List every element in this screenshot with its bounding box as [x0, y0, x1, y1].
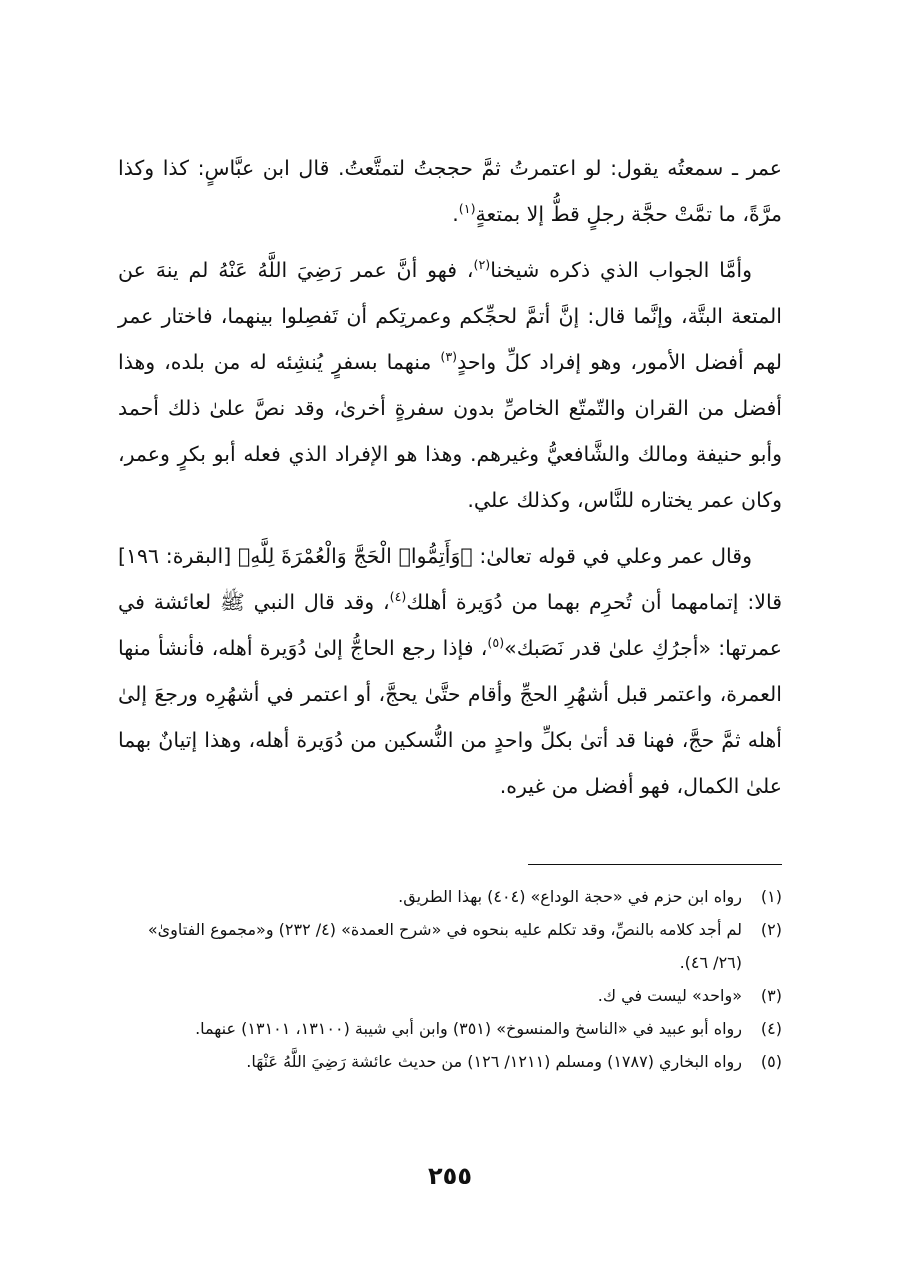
footnote-4 [118, 1012, 782, 1045]
paragraph-2 [118, 247, 782, 523]
main-text [118, 145, 782, 819]
paragraph-1-end: . [452, 202, 459, 226]
footnote-2 [118, 913, 782, 979]
footnote-5 [118, 1045, 782, 1078]
footnote-1 [118, 880, 782, 913]
footnote-text: «واحد» ليست في ك. [597, 986, 742, 1005]
footnote-ref-4[interactable]: (٤) [389, 589, 407, 605]
paragraph-2-text-c: منهما بسفرٍ يُنشِئه له من بلده، وهذا أفضل من القران والتّمتّع الخاصِّ بدون سفرةٍ أخرىٰ، وقد نصَّ علىٰ ذلك أحمد وأبو حنيفة ومالك والشَّافعيُّ وغيرهم. وهذا هو الإفراد الذي فعله أبو بكرٍ وعمر، وكان عمر يختاره للنَّاس، وكذلك علي. [118, 350, 782, 512]
footnote-number: (٤) [760, 1019, 782, 1038]
footnote-ref-2[interactable]: (٢) [473, 257, 491, 273]
footnote-text: رواه ابن حزم في «حجة الوداع» (٤٠٤) بهذا الطريق. [398, 887, 742, 906]
footnote-separator [528, 864, 782, 865]
footnote-number: (٥) [760, 1052, 782, 1071]
footnote-number: (٢) [760, 920, 782, 939]
footnote-text: رواه البخاري (١٧٨٧) ومسلم (١٢١١/ ١٢٦) من حديث عائشة رَضِيَ اللَّهُ عَنْهَا. [246, 1052, 742, 1071]
paragraph-3-text-a: وقال عمر وعلي في قوله تعالىٰ: ﴿وَأَتِمُّوا۟ الْحَجَّ وَالْعُمْرَةَ لِلَّهِ﴾ [البقرة: ١٩٦] قالا: إتمامهما أن تُحرِم بهما من دُوَيرة أهلك [118, 544, 783, 614]
paragraph-3-text-b: ، وقد قال النبي ﷺ لعائشة في عمرتها: «أجرُكِ علىٰ قدر نَصَبك» [118, 590, 782, 660]
footnote-number: (٣) [760, 986, 782, 1005]
paragraph-2-text-b: ، فهو أنَّ عمر رَضِيَ اللَّهُ عَنْهُ لم ينهَ عن المتعة البتَّة، وإنَّما قال: إنَّ أتمَّ لحجِّكم وعمرتِكم أن تَفصِلوا بينهما، فاختار عمر لهم أفضل الأمور، وهو إفراد كلِّ واحدٍ [118, 258, 782, 374]
footnote-ref-1[interactable]: (١) [458, 201, 476, 217]
footnote-3 [118, 979, 782, 1012]
paragraph-1 [118, 145, 782, 237]
paragraph-1-text: عمر ـ سمعتُه يقول: لو اعتمرتُ ثمَّ حججتُ لتمتَّعتُ. قال ابن عبَّاسٍ: كذا وكذا مرَّةً، ما تمَّتْ حجَّة رجلٍ قطُّ إلا بمتعةٍ [118, 156, 782, 226]
paragraph-3 [118, 533, 782, 809]
footnote-text: رواه أبو عبيد في «الناسخ والمنسوخ» (٣٥١) وابن أبي شيبة (١٣١٠٠، ١٣١٠١) عنهما. [195, 1019, 742, 1038]
footnotes [118, 880, 782, 1078]
footnote-number: (١) [760, 887, 782, 906]
paragraph-2-text-a: وأمَّا الجواب الذي ذكره شيخنا [490, 258, 752, 282]
paragraph-3-text-c: ، فإذا رجع الحاجُّ إلىٰ دُوَيرة أهله، فأنشأ منها العمرة، واعتمر قبل أشهُرِ الحجِّ وأقام حتَّىٰ يحجَّ، أو اعتمر في أشهُرِه ورجعَ إلىٰ أهله ثمَّ حجَّ، فهنا قد أتىٰ بكلِّ واحدٍ من النُّسكين من دُوَيرة أهله، وهذا إتيانٌ بهما علىٰ الكمال، فهو أفضل من غيره. [118, 636, 782, 798]
footnote-ref-5[interactable]: (٥) [487, 635, 505, 651]
page-number: ٢٥٥ [428, 1162, 472, 1190]
footnote-ref-3[interactable]: (٣) [440, 349, 458, 365]
footnote-text: لم أجد كلامه بالنصِّ، وقد تكلم عليه بنحوه في «شرح العمدة» (٤/ ٢٣٢) و«مجموع الفتاوىٰ» (٢٦/ ٤٦). [147, 920, 742, 972]
